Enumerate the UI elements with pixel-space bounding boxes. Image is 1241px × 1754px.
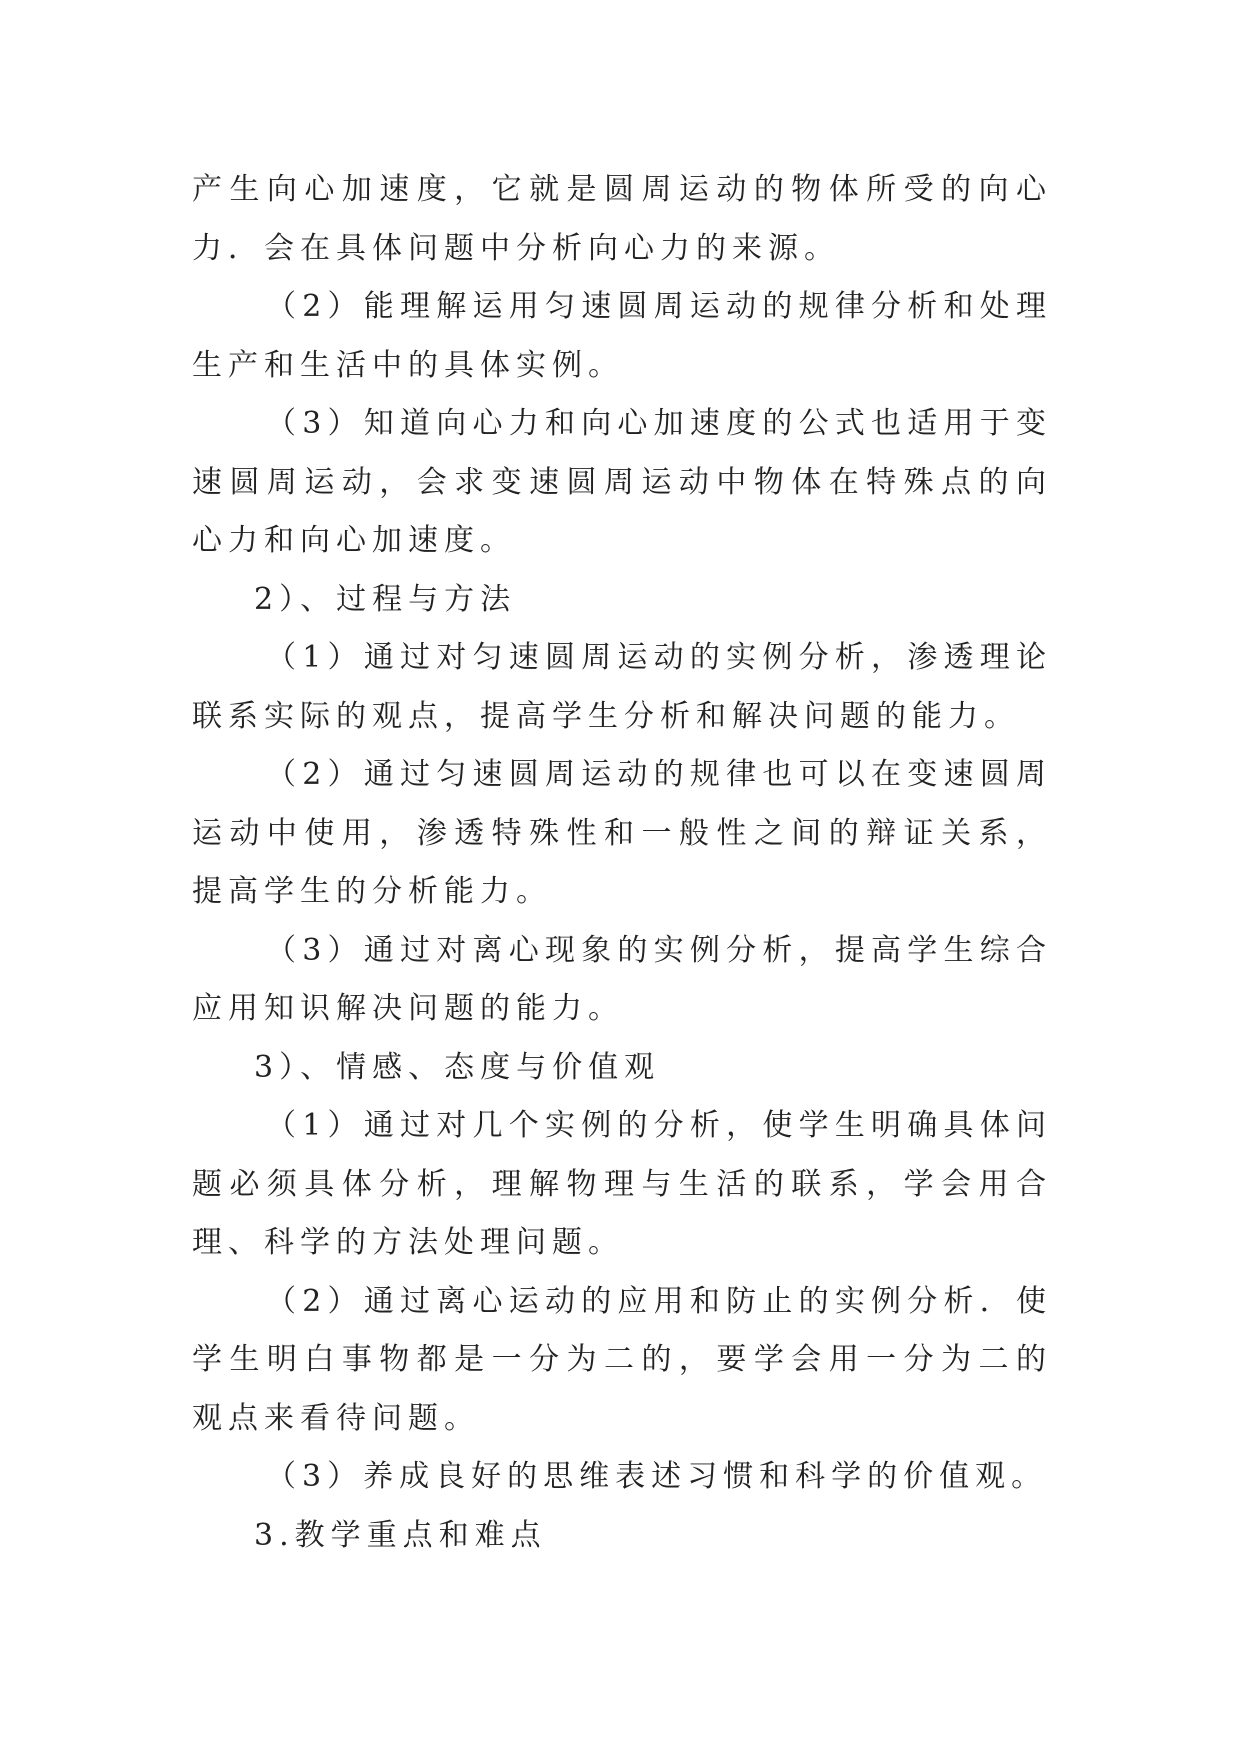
paragraph-continuation: 产生向心加速度，它就是圆周运动的物体所受的向心力．会在具体问题中分析向心力的来源。	[192, 172, 1052, 266]
section-heading: 3）、情感、态度与价值观	[254, 1049, 661, 1085]
paragraph-item: （2）通过匀速圆周运动的规律也可以在变速圆周运动中使用，渗透特殊性和一般性之间的辩证关系，提高学生的分析能力。	[192, 757, 1052, 909]
document-body	[192, 161, 1052, 1565]
paragraph-item: （3）通过对离心现象的实例分析，提高学生综合应用知识解决问题的能力。	[192, 932, 1052, 1026]
paragraph-item: （1）通过对匀速圆周运动的实例分析，渗透理论联系实际的观点，提高学生分析和解决问题的能力。	[192, 640, 1052, 734]
paragraph-item: （3）知道向心力和向心加速度的公式也适用于变速圆周运动，会求变速圆周运动中物体在特殊点的向心力和向心加速度。	[192, 406, 1052, 558]
paragraph-item: （1）通过对几个实例的分析，使学生明确具体问题必须具体分析，理解物理与生活的联系，学会用合理、科学的方法处理问题。	[192, 1108, 1052, 1260]
section-heading: 2）、过程与方法	[254, 581, 517, 617]
paragraph-item: （3）养成良好的思维表述习惯和科学的价值观。	[266, 1459, 1048, 1494]
paragraph-item: （2）通过离心运动的应用和防止的实例分析．使学生明白事物都是一分为二的，要学会用一分为二的观点来看待问题。	[192, 1283, 1052, 1436]
section-heading: 3.教学重点和难点	[254, 1517, 547, 1553]
paragraph-item: （2）能理解运用匀速圆周运动的规律分析和处理生产和生活中的具体实例。	[192, 289, 1052, 383]
